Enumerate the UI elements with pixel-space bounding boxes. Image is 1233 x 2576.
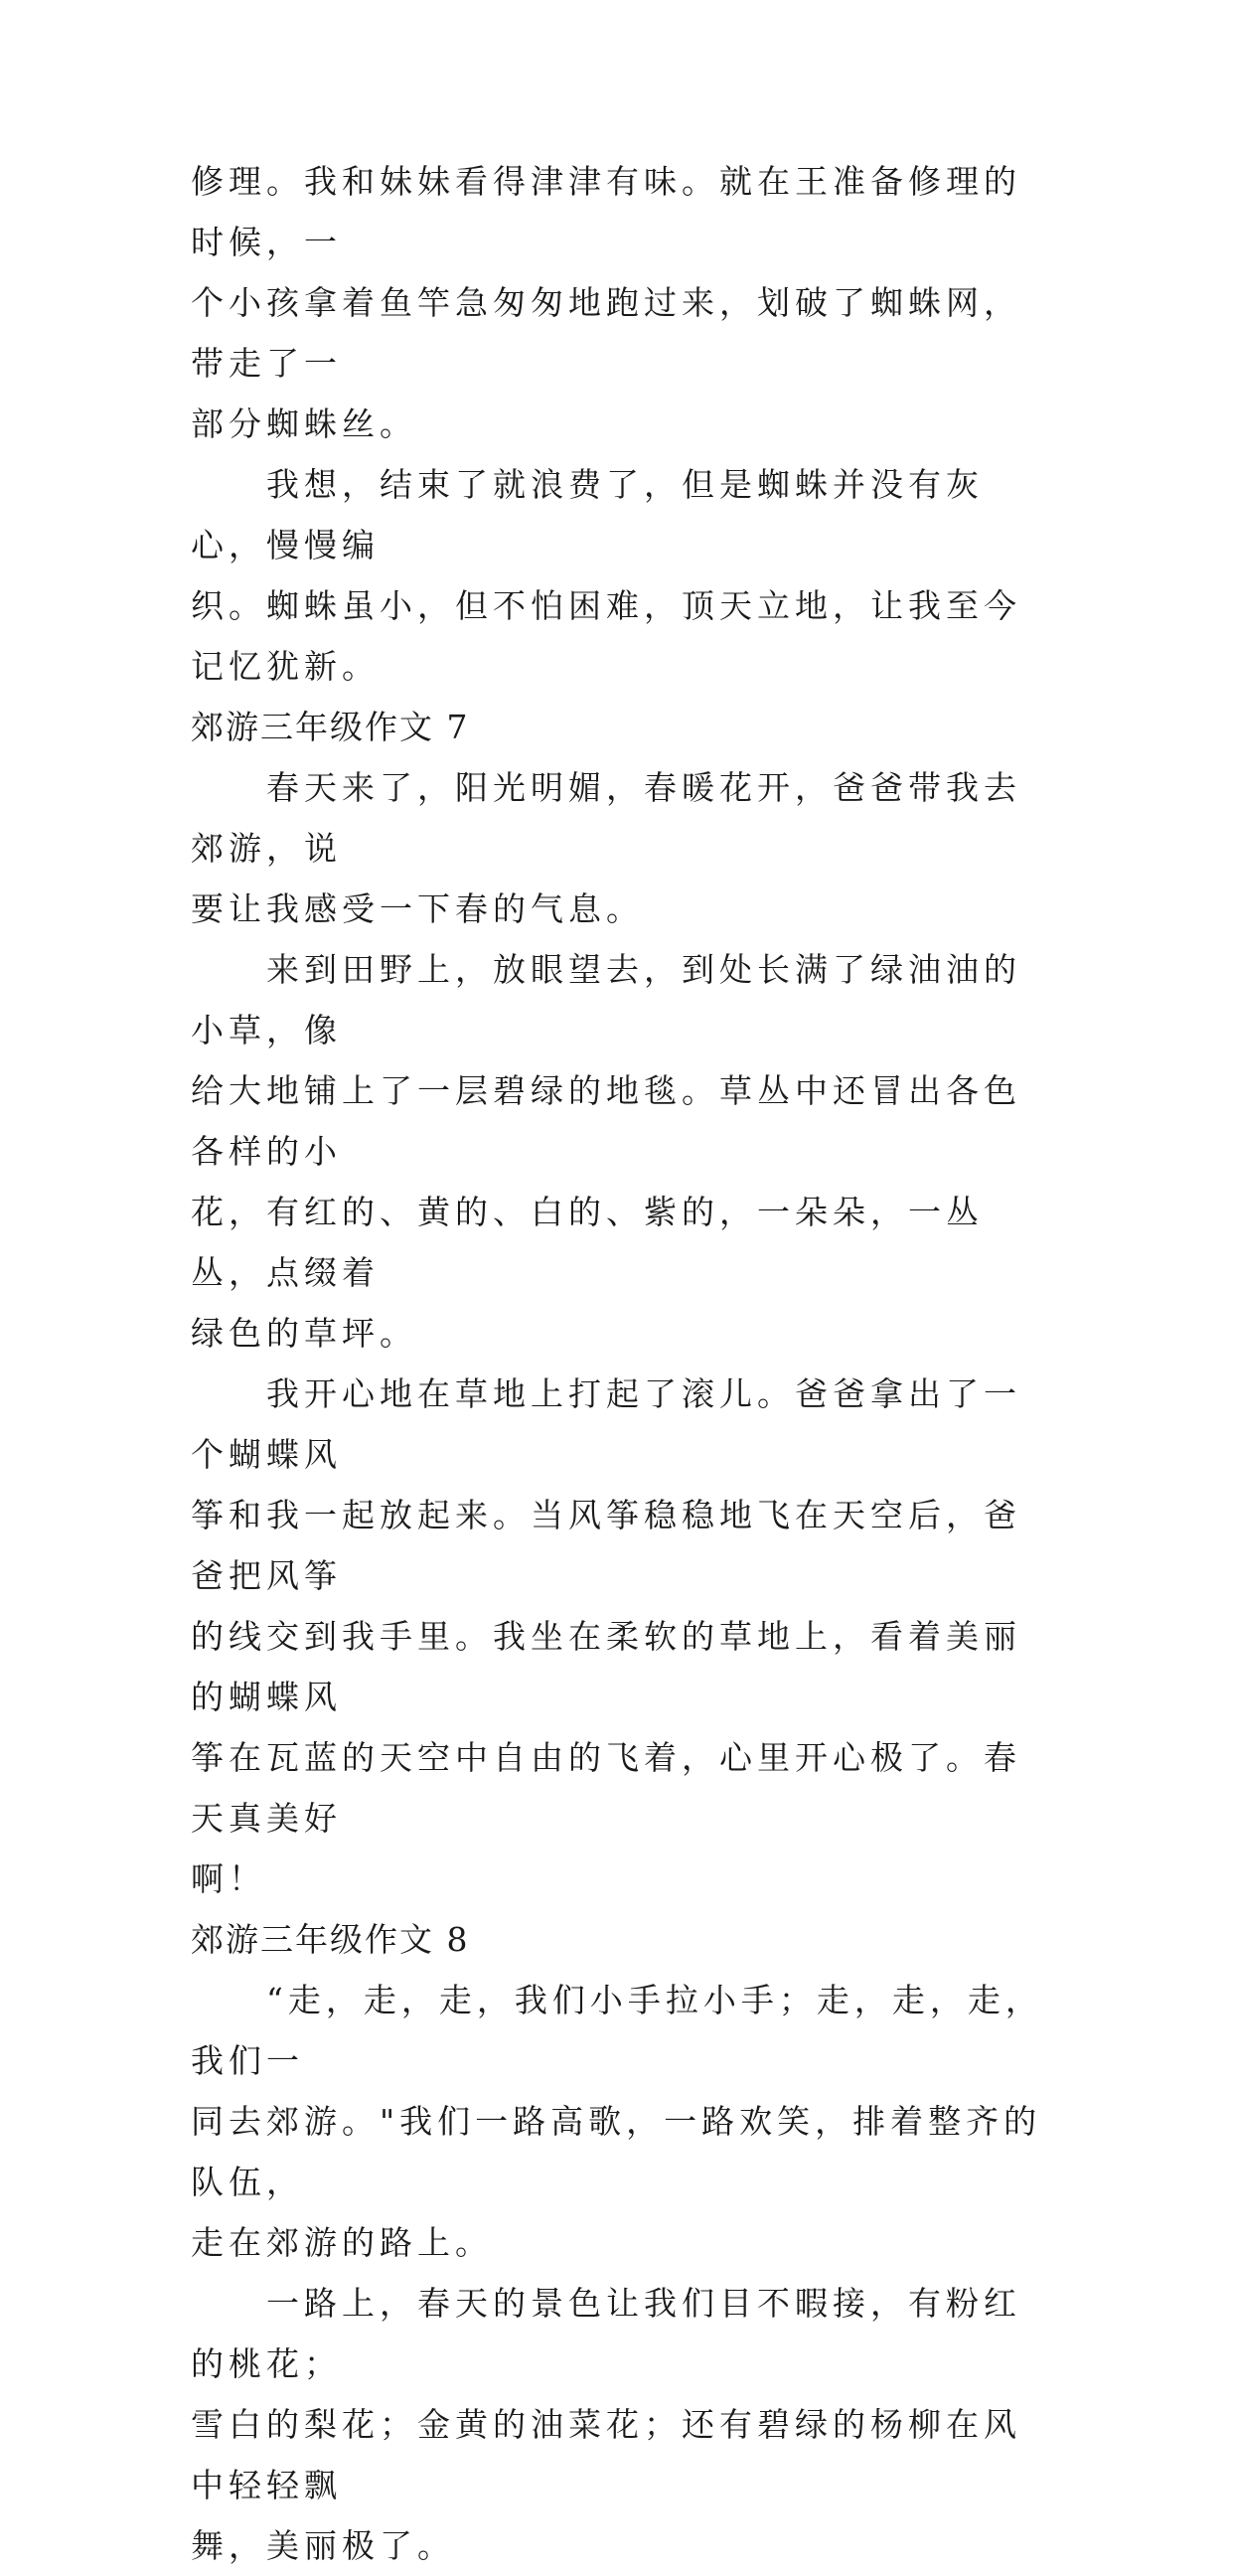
section-heading: 郊游三年级作文 7 [191,708,470,746]
paragraph: 修理。我和妹妹看得津津有味。就在王准备修理的时候，一 个小孩拿着鱼竿急匆匆地跑过来，划破了蜘蛛网，带走了一 部分蜘蛛丝。 [191,162,1021,443]
paragraph: 我想，结束了就浪费了，但是蜘蛛并没有灰心，慢慢编 织。蜘蛛虽小，但不怕困难，顶天立地，让我至今记忆犹新。 [191,465,1021,686]
paragraph: 我开心地在草地上打起了滚儿。爸爸拿出了一个蝴蝶风 筝和我一起放起来。当风筝稳稳地飞在天空后，爸爸把风筝 的线交到我手里。我坐在柔软的草地上，看着美丽的蝴蝶风 筝在瓦蓝的天空中自由的飞着，心里开心极了。春天真美好 啊！ [191,1374,1021,1898]
paragraph: 一路上，春天的景色让我们目不暇接，有粉红的桃花； 雪白的梨花；金黄的油菜花；还有碧绿的杨柳在风中轻轻飘 舞，美丽极了。 [191,2284,1021,2565]
paragraph: 春天来了，阳光明媚，春暖花开，爸爸带我去郊游，说 要让我感受一下春的气息。 [191,768,1021,928]
section-heading: 郊游三年级作文 8 [191,1920,470,1959]
paragraph: 来到田野上，放眼望去，到处长满了绿油油的小草，像 给大地铺上了一层碧绿的地毯。草丛中还冒出各色各样的小 花，有红的、黄的、白的、紫的，一朵朵，一丛丛，点缀着 绿色的草坪。 [191,950,1021,1353]
document-body [191,151,1045,2576]
paragraph: “走，走，走，我们小手拉小手；走，走，走，我们一 同去郊游。"我们一路高歌，一路欢笑，排着整齐的队伍， 走在郊游的路上。 [191,1981,1043,2262]
